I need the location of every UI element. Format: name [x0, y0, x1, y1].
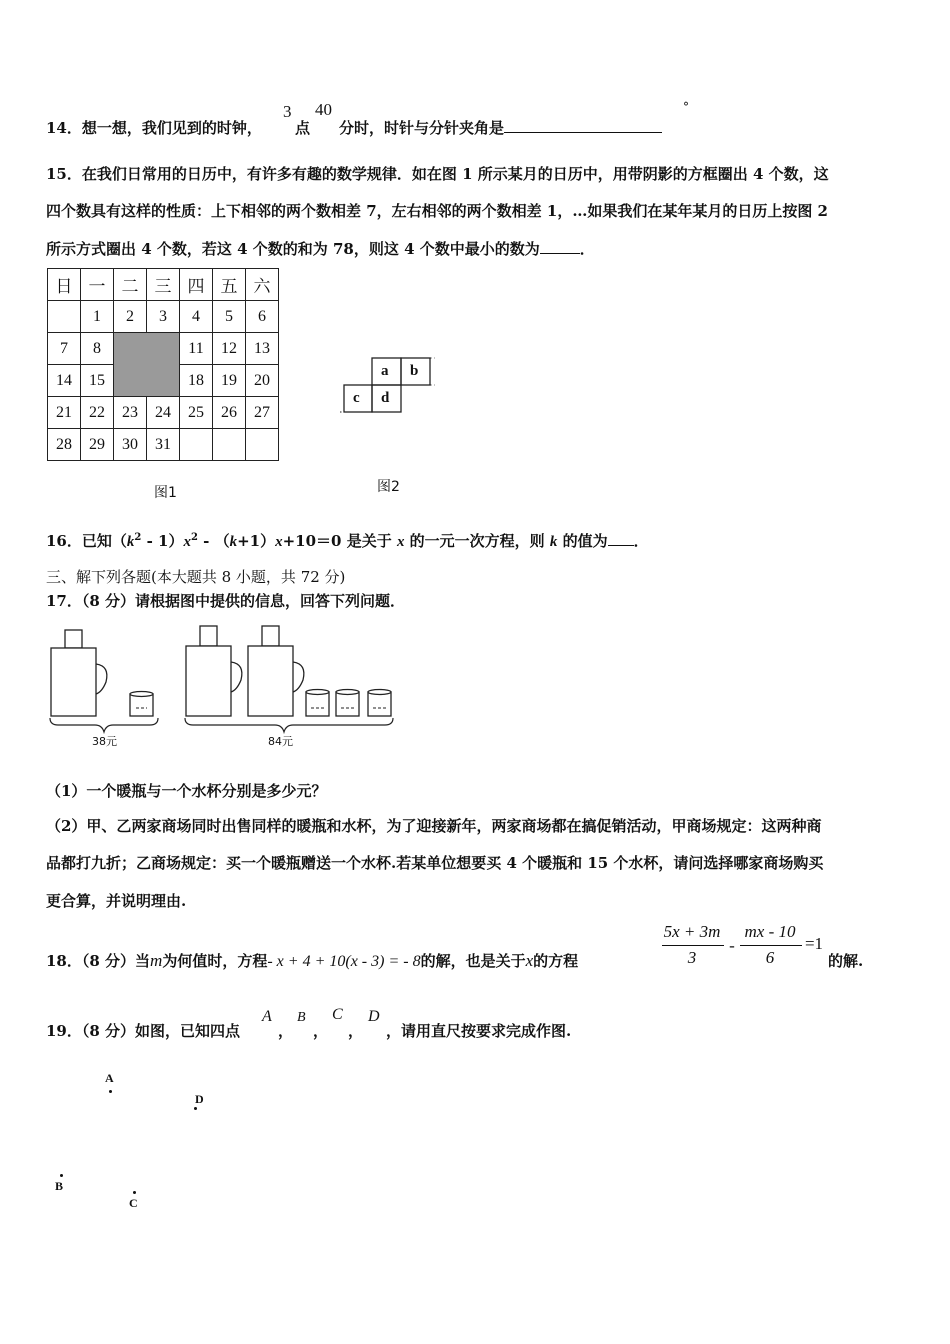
figure2-cell-a: a: [381, 363, 389, 379]
q19-prefix: 19．（8 分）如图，已知四点: [46, 1022, 241, 1040]
q16-x2: x: [275, 534, 283, 550]
calendar-cell: 6: [246, 301, 279, 333]
calendar-cell: 28: [48, 429, 81, 461]
point-a-label: A: [105, 1071, 114, 1085]
thermos-body: [248, 646, 293, 716]
calendar-cell: 7: [48, 333, 81, 365]
thermos-handle: [231, 662, 242, 692]
q17-part2-line3: 更合算，并说明理由.: [46, 892, 187, 910]
q16-text-g: 的值为: [557, 532, 608, 550]
q17-price-left: 38元: [92, 735, 117, 748]
calendar-cell: 15: [81, 365, 114, 397]
q16-text-e: +10＝0 是关于: [282, 532, 397, 550]
q19-label-a: A: [262, 1008, 272, 1025]
q16-text-c: - （: [197, 532, 230, 550]
thermos-body: [51, 648, 96, 716]
q14-suffix: [339, 117, 662, 138]
calendar-cell: 19: [213, 365, 246, 397]
thermos-cap: [65, 630, 82, 648]
q19-suffix: ，请用直尺按要求完成作图.: [386, 1022, 572, 1040]
q14-line: [46, 117, 262, 138]
calendar-cell: 30: [114, 429, 147, 461]
q16-answer-blank: [608, 545, 634, 546]
q18-mid2: 的解，也是关于: [420, 952, 526, 970]
q18-rhs: =1: [804, 934, 824, 953]
q15-line3: [46, 238, 595, 259]
q17-part2-line2: 品都打九折；乙商场规定：买一个暖瓶赠送一个水杯.若某单位想要买 4 个暖瓶和 15 个水杯，请问选择哪家商场购买: [46, 854, 824, 872]
q18-fraction-bar1: [662, 945, 724, 946]
calendar-header-cell: 日: [48, 269, 81, 301]
calendar-header-cell: 四: [180, 269, 213, 301]
q14-degree: °: [683, 100, 689, 114]
calendar-header-row: [48, 269, 279, 301]
calendar-cell: 22: [81, 397, 114, 429]
calendar-cell: 23: [114, 397, 147, 429]
q14-prefix: 14．想一想，我们见到的时钟，: [46, 119, 262, 137]
calendar-header-cell: 六: [246, 269, 279, 301]
q18-denominator2: 6: [765, 948, 775, 967]
point-a-dot: [109, 1090, 112, 1093]
figure2-caption: 图2: [377, 479, 400, 495]
q18-fraction-bar2: [740, 945, 802, 946]
q16-text-d: +1）: [237, 532, 276, 550]
q16-text-b: - 1）: [141, 532, 184, 550]
q14-answer-blank: [504, 132, 662, 133]
calendar-cell: 13: [246, 333, 279, 365]
point-d-label: D: [195, 1092, 204, 1106]
q18-prefix: 18．（8 分）当: [46, 952, 151, 970]
calendar-header-cell: 二: [114, 269, 147, 301]
q16-k2: k: [229, 534, 238, 550]
q15-line2: 四个数具有这样的性质：上下相邻的两个数相差 7，左右相邻的两个数相差 1，…如果我们在某年某月的日历上按图 2: [46, 202, 828, 220]
q18-x: x: [525, 951, 534, 970]
brace-left: [50, 718, 158, 732]
calendar-row: [48, 429, 279, 461]
cup-rim: [130, 692, 153, 697]
calendar-shaded-box: [114, 333, 180, 397]
q18-denominator1: 3: [687, 948, 697, 967]
q18-minus: -: [729, 936, 735, 955]
q18-line: [46, 950, 578, 971]
q18-numerator2: mx - 10: [744, 922, 796, 941]
brace-right: [185, 718, 393, 732]
cup: [336, 692, 359, 716]
calendar-cell: 20: [246, 365, 279, 397]
calendar-row: [48, 397, 279, 429]
calendar-row: [48, 333, 279, 365]
q16-k3: k: [549, 534, 558, 550]
q19-label-b: B: [297, 1010, 306, 1025]
q14-minute: 40: [315, 100, 332, 119]
calendar-table: [47, 268, 279, 461]
calendar-cell: 14: [48, 365, 81, 397]
q15-line1: 15．在我们日常用的日历中，有许多有趣的数学规律．如在图 1 所示某月的日历中，用带阴影的方框圈出 4 个数，这: [46, 165, 829, 183]
q14-suffix-text: 分时，时针与分针夹角是: [339, 119, 505, 137]
thermos-handle: [96, 664, 107, 694]
calendar-cell: [246, 429, 279, 461]
calendar-cell: 5: [213, 301, 246, 333]
thermos-cap: [200, 626, 217, 646]
calendar-cell: 2: [114, 301, 147, 333]
figure1-caption: 图1: [154, 485, 177, 501]
calendar-cell: [213, 429, 246, 461]
cup-rim: [306, 690, 329, 695]
q17-part1: （1）一个暖瓶与一个水杯分别是多少元？: [46, 782, 327, 800]
calendar-cell: 26: [213, 397, 246, 429]
point-d-dot: [194, 1107, 197, 1110]
q16-text-a: 16．已知（: [46, 532, 127, 550]
q18-equation1: - x + 4 + 10(x - 3) = - 8: [267, 953, 421, 970]
point-b-dot: [60, 1174, 63, 1177]
q16-end: ．: [633, 532, 649, 550]
q17-price-right: 84元: [268, 735, 293, 748]
calendar-cell: 3: [147, 301, 180, 333]
calendar-cell: 18: [180, 365, 213, 397]
q18-numerator1: 5x + 3m: [663, 922, 721, 941]
cup: [306, 692, 329, 716]
figure2-cell-d: d: [381, 390, 390, 406]
q17-part2-line1: （2）甲、乙两家商场同时出售同样的暖瓶和水杯，为了迎接新年，两家商场都在搞促销活动，甲商场规定：这两种商: [46, 817, 822, 835]
section3-title: 三、解下列各题(本大题共 8 小题，共 72 分): [46, 568, 346, 586]
calendar-header-cell: 三: [147, 269, 180, 301]
q14-dian: 点: [295, 119, 311, 137]
cup-rim: [336, 690, 359, 695]
q15-line3-text: 所示方式圈出 4 个数，若这 4 个数的和为 78，则这 4 个数中最小的数为: [46, 240, 540, 258]
q15-answer-blank: [540, 253, 580, 254]
q18-mid3: 的方程: [533, 952, 579, 970]
q19-comma3: ，: [348, 1022, 364, 1040]
point-b-label: B: [55, 1179, 64, 1193]
calendar-cell: 12: [213, 333, 246, 365]
thermos-cap: [262, 626, 279, 646]
q19-comma1: ，: [278, 1022, 294, 1040]
q19-label-c: C: [332, 1006, 343, 1023]
q16-x: x: [183, 534, 191, 550]
calendar-cell: 29: [81, 429, 114, 461]
q16-line: [46, 530, 649, 551]
q17-intro: 17．（8 分）请根据图中提供的信息，回答下列问题．: [46, 592, 406, 610]
q18-suffix: 的解.: [828, 952, 864, 970]
calendar-cell: 11: [180, 333, 213, 365]
q19-line: [46, 1020, 240, 1041]
figure2-cell-b: b: [410, 363, 419, 379]
q19-label-d: D: [368, 1008, 380, 1025]
calendar-cell: 1: [81, 301, 114, 333]
q19-comma2: ，: [313, 1022, 329, 1040]
q15-line3-end: ．: [579, 240, 595, 258]
calendar-cell: 27: [246, 397, 279, 429]
q16-x3: x: [396, 534, 405, 550]
q16-k: k: [126, 534, 135, 550]
calendar-header-cell: 五: [213, 269, 246, 301]
calendar-cell: [180, 429, 213, 461]
cup: [130, 694, 153, 716]
calendar-cell: 31: [147, 429, 180, 461]
calendar-cell: 8: [81, 333, 114, 365]
point-c-label: C: [129, 1196, 138, 1210]
thermos-body: [186, 646, 231, 716]
q16-exp-x: 2: [190, 532, 198, 543]
q18-m: m: [150, 951, 163, 970]
calendar-header-cell: 一: [81, 269, 114, 301]
cup-rim: [368, 690, 391, 695]
cup: [368, 692, 391, 716]
q18-mid1: 为何值时，方程: [162, 952, 268, 970]
calendar-cell: 21: [48, 397, 81, 429]
calendar-cell: [48, 301, 81, 333]
calendar-cell: 25: [180, 397, 213, 429]
q16-exp: 2: [134, 532, 142, 543]
point-c-dot: [133, 1191, 136, 1194]
thermos-handle: [293, 662, 304, 692]
calendar-cell: 24: [147, 397, 180, 429]
q16-text-f: 的一元一次方程，则: [404, 532, 550, 550]
figure2-cell-c: c: [353, 390, 360, 406]
calendar-cell: 4: [180, 301, 213, 333]
q14-hour: 3: [283, 102, 292, 121]
calendar-row: [48, 301, 279, 333]
